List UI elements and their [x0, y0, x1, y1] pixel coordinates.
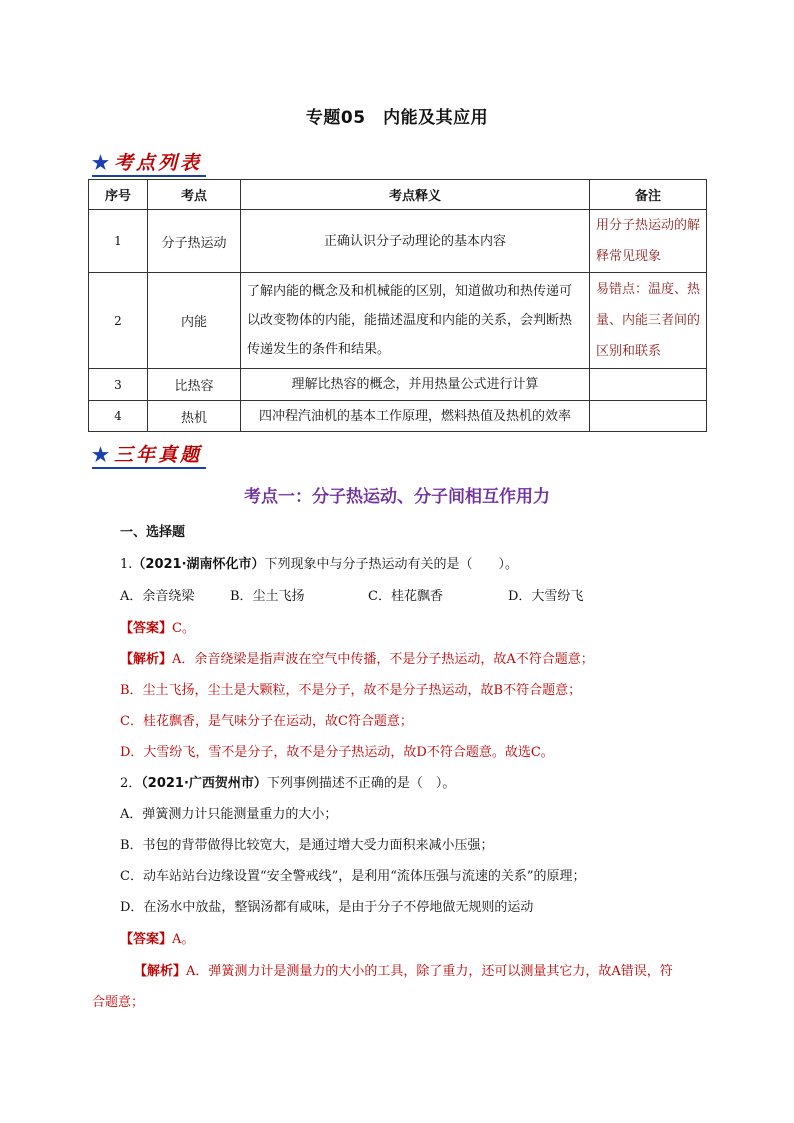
banner-text: 三年真题 — [114, 444, 203, 466]
question-text: 下列现象中与分子热运动有关的是（ ）。 — [264, 557, 519, 572]
question-2-stem — [120, 772, 455, 791]
option-a: A．弹簧测力计只能测量重力的大小； — [120, 807, 338, 822]
page-title: 专题05 内能及其应用 — [305, 108, 489, 128]
star-icon: ★ — [92, 152, 113, 174]
row-number: 2 — [89, 273, 148, 369]
question-1-options — [120, 585, 583, 604]
option-c: C．动车站站台边缘设置“安全警戒线”，是利用“流体压强与流速的关系”的原理； — [120, 869, 586, 884]
question-1-answer — [120, 617, 195, 636]
answer-label: 【答案】 — [120, 932, 173, 947]
banner-underline — [92, 175, 206, 177]
key-point: 内能 — [148, 273, 241, 369]
question-source: （2021·广西贺州市） — [141, 776, 267, 791]
table-row — [89, 273, 707, 369]
key-point-explanation: 正确认识分子动理论的基本内容 — [241, 210, 590, 273]
answer-label: 【答案】 — [120, 621, 173, 636]
key-point: 分子热运动 — [148, 210, 241, 273]
banner-underline — [92, 467, 206, 469]
banner-text: 考点列表 — [114, 152, 203, 174]
analysis-text: A．弹簧测力计是测量力的大小的工具，除了重力，还可以测量其它力，故A错误，符 — [186, 964, 673, 979]
key-point-explanation: 理解比热容的概念，并用热量公式进行计算 — [241, 369, 590, 401]
option-d: D．大雪纷飞 — [508, 589, 584, 604]
table-row — [89, 369, 707, 401]
option-c: C．桂花飘香 — [368, 589, 443, 604]
col-header: 序号 — [89, 180, 148, 210]
question-2-analysis-line — [134, 960, 673, 979]
question-1-stem — [120, 553, 518, 572]
row-number: 3 — [89, 369, 148, 401]
answer-value: A。 — [172, 932, 195, 947]
analysis-label: 【解析】 — [134, 964, 187, 979]
section-title: 考点一：分子热运动、分子间相互作用力 — [244, 487, 550, 507]
analysis-text: A．余音绕梁是指声波在空气中传播，不是分子热运动，故A不符合题意； — [172, 652, 594, 667]
table-header-row — [89, 180, 707, 210]
key-point-explanation: 四冲程汽油机的基本工作原理，燃料热值及热机的效率 — [241, 401, 590, 432]
answer-value: C。 — [172, 621, 195, 636]
part-heading: 一、选择题 — [120, 525, 186, 540]
question-1-analysis-line — [120, 648, 594, 667]
question-1-analysis-line: C．桂花飘香，是气味分子在运动，故C符合题意； — [120, 714, 413, 729]
banner-key-points — [92, 148, 202, 174]
star-icon: ★ — [92, 444, 113, 466]
col-header: 备注 — [590, 180, 707, 210]
question-2-answer — [120, 928, 194, 947]
row-number: 4 — [89, 401, 148, 432]
row-number: 1 — [89, 210, 148, 273]
question-1-analysis-line: B．尘土飞扬，尘土是大颗粒，不是分子，故不是分子热运动，故B不符合题意； — [120, 683, 582, 698]
question-source: （2021·湖南怀化市） — [132, 557, 265, 572]
key-points-table — [88, 179, 707, 432]
option-d: D．在汤水中放盐，整锅汤都有咸味，是由于分子不停地做无规则的运动 — [120, 900, 534, 915]
question-2-analysis-line: 合题意； — [92, 995, 145, 1010]
table-row — [89, 401, 707, 432]
option-a: A．余音绕梁 — [120, 589, 195, 604]
remark — [590, 401, 707, 432]
question-text: 下列事例描述不正确的是（ ）。 — [266, 776, 456, 791]
question-number: 2． — [120, 776, 142, 791]
question-1-analysis-line: D．大雪纷飞，雪不是分子，故不是分子热运动，故D不符合题意。故选C。 — [120, 745, 554, 760]
option-b: B．书包的背带做得比较宽大，是通过增大受力面积来减小压强； — [120, 838, 494, 853]
banner-past-exams — [92, 440, 202, 466]
remark: 易错点：温度、热量、内能三者间的区别和联系 — [590, 273, 707, 369]
key-point: 比热容 — [148, 369, 241, 401]
key-point-explanation: 了解内能的概念及和机械能的区别，知道做功和热传递可以改变物体的内能，能描述温度和内能的关系，会判断热传递发生的条件和结果。 — [241, 273, 590, 369]
question-number: 1. — [120, 557, 133, 572]
col-header: 考点释义 — [241, 180, 590, 210]
option-b: B．尘土飞扬 — [230, 589, 305, 604]
remark: 用分子热运动的解释常见现象 — [590, 210, 707, 273]
col-header: 考点 — [148, 180, 241, 210]
analysis-label: 【解析】 — [120, 652, 173, 667]
table-row — [89, 210, 707, 273]
key-point: 热机 — [148, 401, 241, 432]
remark — [590, 369, 707, 401]
